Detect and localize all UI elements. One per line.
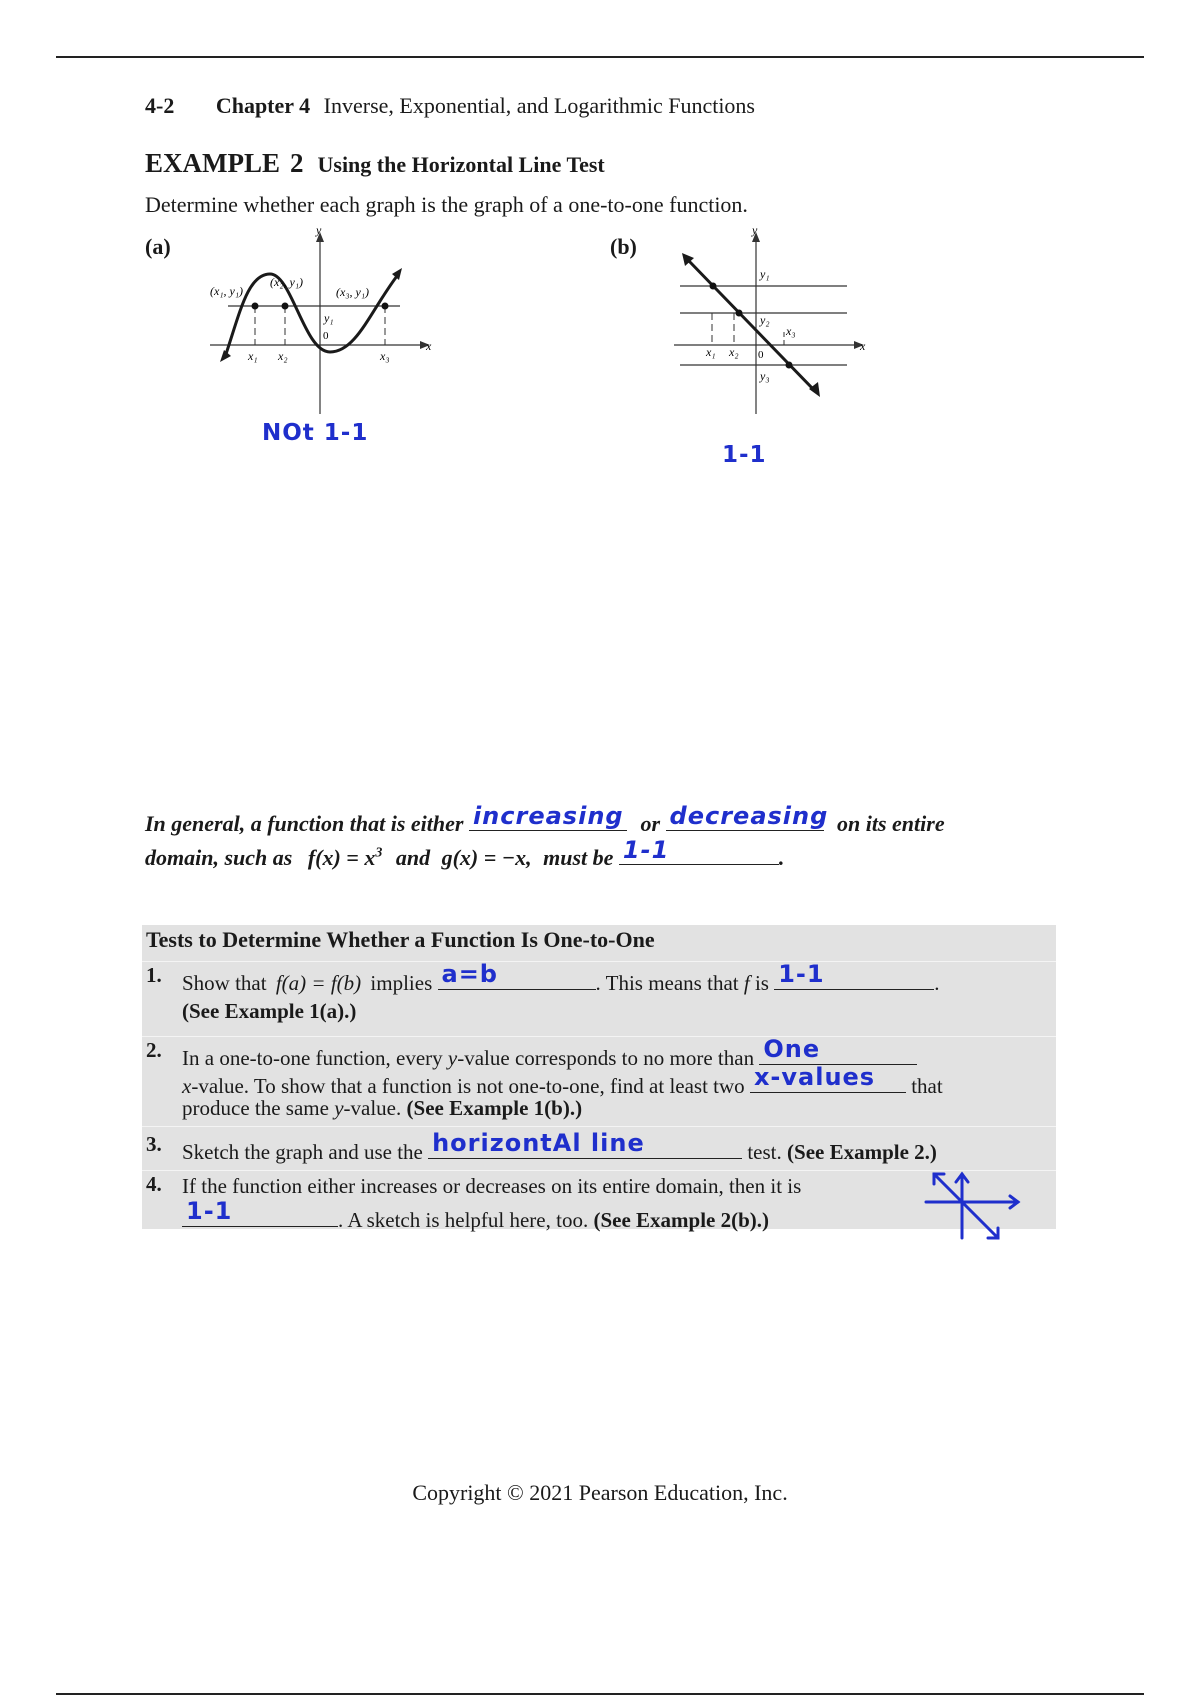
top-rule — [56, 56, 1144, 58]
item-2-line-3 — [182, 1094, 582, 1123]
item-1-line-1 — [182, 960, 940, 998]
example-number: 2 — [290, 148, 304, 178]
item-2-text-d: that — [911, 1074, 943, 1098]
item-2-math-x: x — [182, 1074, 192, 1098]
item-1-number: 1. — [146, 963, 162, 987]
item-4-answer-1: 1-1 — [186, 1197, 233, 1225]
blank-must-be — [619, 838, 779, 865]
item-3-blank-1 — [428, 1129, 742, 1159]
item-1-blank-1 — [438, 960, 596, 990]
g-expression: g(x) = −x, — [441, 845, 532, 870]
item-1-text-c: . This means that — [595, 971, 739, 995]
x3-label: x₃ — [786, 324, 796, 338]
item-2-ref: (See Example 1(b).) — [406, 1096, 583, 1120]
x3-label: x₃ — [380, 349, 390, 363]
item-4-line-2 — [182, 1197, 770, 1235]
item-2-text-c: -value. To show that a function is not one-to-one, find at least two — [191, 1074, 745, 1098]
answer-graph-a: NOt 1-1 — [262, 420, 369, 446]
example-heading — [145, 148, 605, 179]
item-3-text-b: test. — [747, 1140, 782, 1164]
y2-label: y₂ — [760, 313, 770, 327]
item-1-text-e: . — [934, 971, 940, 995]
item-3-text-a: Sketch the graph and use the — [182, 1140, 423, 1164]
general-text-3: domain, such as — [145, 845, 293, 870]
general-text-and: and — [395, 845, 431, 870]
item-2-blank-2 — [750, 1063, 906, 1093]
point-a2 — [282, 303, 289, 310]
item-1-ref: (See Example 1(a).) — [182, 999, 357, 1023]
point-b3 — [786, 362, 793, 369]
item-1-answer-2: 1-1 — [778, 960, 825, 988]
point-a1 — [252, 303, 259, 310]
copyright: Copyright © 2021 Pearson Education, Inc. — [412, 1480, 788, 1505]
handwritten-sketch-icon — [918, 1168, 1028, 1244]
origin-label: 0 — [323, 330, 329, 342]
item-2-text-b: -value corresponds to no more than — [457, 1046, 755, 1070]
item-4-line-1: If the function either increases or decreases on its entire domain, then it is — [182, 1174, 802, 1198]
row-divider — [142, 961, 1056, 962]
item-1-blank-2 — [774, 960, 934, 990]
item-3-line-1 — [182, 1129, 937, 1167]
f-expression-base: f(x) = x — [307, 845, 376, 870]
item-2-math-y2: y — [334, 1096, 344, 1120]
general-text-must: must be — [543, 845, 614, 870]
x2-label: x₂ — [278, 349, 288, 363]
answer-decreasing: decreasing — [669, 802, 829, 830]
general-statement-line-2 — [145, 838, 784, 871]
item-4-ref: (See Example 2(b).) — [593, 1208, 770, 1232]
item-1-text-a: Show that — [182, 971, 267, 995]
point-b1 — [710, 283, 717, 290]
row-divider — [142, 1126, 1056, 1127]
point-label-1: (x₁, y₁) — [210, 284, 243, 298]
item-1-text-d: is — [754, 971, 769, 995]
general-text-2: on its entire — [837, 811, 945, 836]
axis-label-x: x — [860, 339, 866, 353]
item-2-number: 2. — [146, 1038, 162, 1062]
point-a3 — [382, 303, 389, 310]
f-exponent: 3 — [375, 845, 383, 861]
graph-b — [672, 222, 872, 422]
tests-title: Tests to Determine Whether a Function Is One-to-One — [146, 927, 655, 952]
item-2-math-y: y — [447, 1046, 458, 1070]
graph-a — [200, 222, 440, 422]
item-2-text-e: produce the same — [182, 1096, 329, 1120]
item-2-answer-1: One — [763, 1035, 821, 1063]
y1-label: y₁ — [760, 267, 770, 281]
axis-label-y: y — [316, 223, 322, 237]
answer-graph-b: 1-1 — [722, 442, 767, 468]
page-number: 4-2 — [145, 93, 175, 118]
answer-increasing: increasing — [472, 802, 624, 830]
item-1-answer-1: a=b — [441, 960, 498, 988]
item-3-number: 3. — [146, 1132, 162, 1156]
item-2-text-f: -value. — [343, 1096, 402, 1120]
item-3-answer-1: horizontAl line — [432, 1129, 645, 1157]
origin-label: 0 — [758, 349, 764, 361]
item-1-math: f(a) = f(b) — [275, 971, 362, 995]
x2-label: x₂ — [729, 345, 739, 359]
x1-label: x₁ — [248, 349, 258, 363]
general-period: . — [778, 845, 785, 870]
item-4-text-b: . A sketch is helpful here, too. — [338, 1208, 589, 1232]
x1-label: x₁ — [706, 345, 716, 359]
general-text-or: or — [640, 811, 661, 836]
example-label: EXAMPLE — [145, 148, 280, 178]
blank-decreasing — [666, 802, 829, 831]
y1-label: y₁ — [324, 311, 334, 325]
row-divider — [142, 1036, 1056, 1037]
axis-label-x: x — [426, 339, 432, 353]
item-2-text-a: In a one-to-one function, every — [182, 1046, 443, 1070]
point-label-3: (x₃, y₁) — [336, 285, 369, 299]
item-4-blank-1 — [182, 1197, 338, 1227]
axis-label-y: y — [752, 223, 758, 237]
bottom-rule — [56, 1693, 1144, 1695]
item-1-text-b: implies — [370, 971, 433, 995]
point-label-2: (x₂, y₁) — [270, 275, 303, 289]
item-2-answer-2: x-values — [753, 1063, 876, 1091]
item-4-number: 4. — [146, 1172, 162, 1196]
f-expression — [308, 845, 383, 870]
item-2-blank-1 — [759, 1035, 917, 1065]
answer-must-be: 1-1 — [622, 836, 670, 864]
general-text-1: In general, a function that is either — [145, 811, 464, 836]
part-b-label: (b) — [610, 234, 637, 259]
blank-increasing — [469, 804, 627, 831]
part-a-label: (a) — [145, 234, 171, 259]
item-1-math-f: f — [743, 971, 750, 995]
y3-label: y₃ — [760, 369, 770, 383]
chapter-label: Chapter 4 — [215, 93, 311, 118]
general-statement-line-1 — [145, 804, 945, 837]
item-3-ref: (See Example 2.) — [787, 1140, 937, 1164]
point-b2 — [736, 310, 743, 317]
example-title: Using the Horizontal Line Test — [317, 152, 605, 177]
example-instruction: Determine whether each graph is the graph of a one-to-one function. — [145, 192, 748, 217]
running-header — [145, 93, 755, 119]
chapter-title: Inverse, Exponential, and Logarithmic Functions — [323, 93, 755, 118]
